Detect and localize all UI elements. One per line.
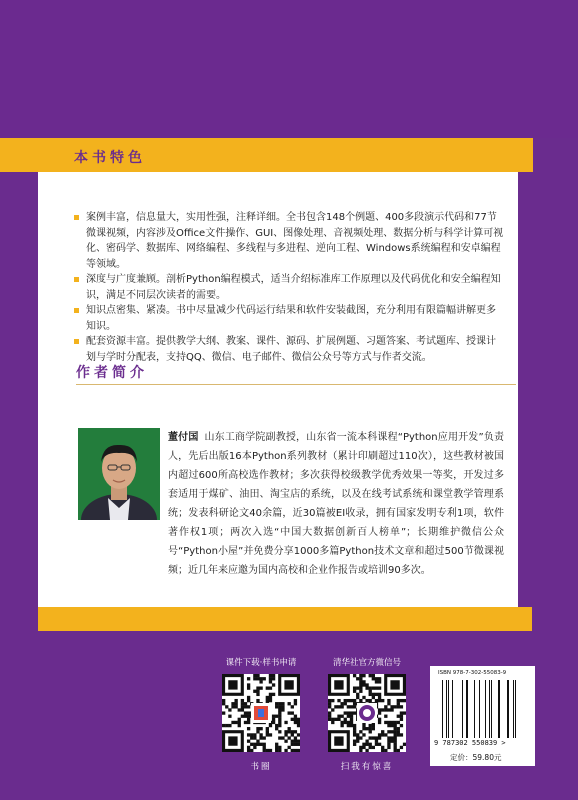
feature-item: 配套资源丰富。提供教学大纲、教案、课件、源码、扩展例题、习题答案、考试题库、授课计划与学时分配表，支持QQ、微信、电子邮件、微信公众号等方式与作者交流。 xyxy=(74,334,504,365)
author-name: 董付国 xyxy=(168,432,199,443)
isbn-barcode xyxy=(430,666,535,766)
features-heading: 本书特色 xyxy=(74,150,146,166)
feature-item: 案例丰富，信息量大，实用性强，注释详细。全书包含148个例题、400多段演示代码和77节微课视频，内容涉及Office文件操作、GUI、图像处理、音视频处理、数据分析与科学计算可视化、密码学、数据库、网络编程、多线程与多进程、逆向工程、Windows系统编程和安卓编程等领域。 xyxy=(74,210,504,272)
author-photo xyxy=(78,428,160,520)
qr-caption: 书圈 xyxy=(250,762,272,772)
logo-icon xyxy=(357,703,377,723)
feature-item: 知识点密集、紧凑。书中尽量减少代码运行结果和软件安装截图，充分利用有限篇幅讲解更多知识。 xyxy=(74,303,504,334)
bullet-icon xyxy=(74,215,79,220)
features-header-band xyxy=(0,138,533,172)
qr-caption: 扫我有惊喜 xyxy=(340,762,394,772)
barcode-icon xyxy=(442,680,524,738)
author-divider xyxy=(76,384,516,385)
feature-item: 深度与广度兼顾。剖析Python编程模式，适当介绍标准库工作原理以及代码优化和安全编程知识，满足不同层次读者的需要。 xyxy=(74,272,504,303)
isbn-text: ISBN 978-7-302-55083-9 xyxy=(438,670,507,676)
qr-block-courseware xyxy=(216,656,306,772)
qr-code-icon[interactable] xyxy=(222,674,300,752)
logo-icon xyxy=(251,703,271,723)
features-list xyxy=(74,210,504,365)
gold-accent-bar xyxy=(38,607,532,631)
author-bio-text: 山东工商学院副教授，山东省一流本科课程“Python应用开发”负责人，先后出版16本Python系列教材（累计印刷超过110次），这些教材被国内超过600所高校选作教材；多次获得校级教学优秀效果一等奖，开发过多套适用于煤矿、油田、淘宝店的系统，以及在线考试系统和课堂教学管理系统；发表科研论文40余篇，近30篇被EI收录，拥有国家发明专利1项，软件著作权1项；两次入选“中国大数据创新百人榜单”；长期维护微信公众号“Python小屋”并免费分享1000多篇Python技术文章和超过500节微课视频；近几年来应邀为国内高校和企业作报告或培训90多次。 xyxy=(168,432,504,576)
qr-code-icon[interactable] xyxy=(328,674,406,752)
isbn-digits: 9 787302 550839 > xyxy=(434,739,506,747)
bullet-icon xyxy=(74,339,79,344)
author-heading: 作者简介 xyxy=(76,365,148,381)
qr-block-wechat xyxy=(322,656,412,772)
price-label: 定价：59.80元 xyxy=(450,753,502,762)
bullet-icon xyxy=(74,277,79,282)
qr-label: 清华社官方微信号 xyxy=(332,658,401,668)
author-bio xyxy=(168,428,504,580)
bullet-icon xyxy=(74,308,79,313)
top-purple-band xyxy=(0,0,578,138)
qr-label: 课件下载·样书申请 xyxy=(225,658,297,668)
